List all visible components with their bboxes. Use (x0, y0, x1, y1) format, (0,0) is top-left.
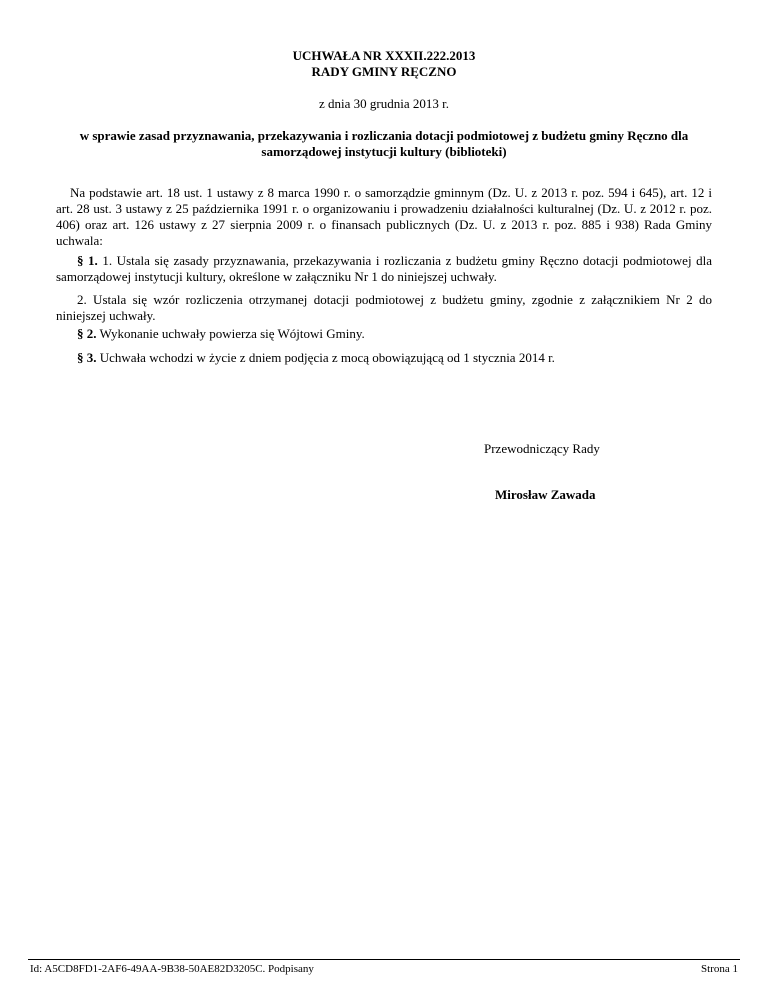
footer-divider (28, 959, 740, 960)
signature-name: Mirosław Zawada (495, 487, 596, 502)
council-name: RADY GMINY RĘCZNO (311, 64, 457, 79)
section-1-text: 1. Ustala się zasady przyznawania, przekazywania i rozliczania z budżetu gminy Ręczno dotacji podmiotowej dla samorządowej instytucji kultury, określone w załączniku Nr 1 do niniejszej uchwały. (56, 253, 713, 284)
section-1-point-2: 2. Ustala się wzór rozliczenia otrzymanej dotacji podmiotowej z budżetu gminy, zgodnie z załącznikiem Nr 2 do niniejszej uchwały. (56, 292, 712, 323)
section-2-text: Wykonanie uchwały powierza się Wójtowi Gminy. (96, 326, 365, 341)
section-1-label: § 1. (77, 253, 98, 268)
section-1-paragraph (56, 253, 712, 285)
preamble-paragraph: Na podstawie art. 18 ust. 1 ustawy z 8 marca 1990 r. o samorządzie gminnym (Dz. U. z 2013 r. poz. 594 i 645), art. 12 i art. 28 ust. 3 ustawy z 25 października 1991 r. o organizowaniu i prowadzeniu działalności kulturalnej (Dz. U. z 2012 r. poz. 406) oraz art. 126 ustawy z 27 sierpnia 2009 r. o finansach publicznych (Dz. U. z 2013 r. poz. 885 i 938) Rada Gminy uchwala: (56, 185, 712, 248)
section-3-text: Uchwała wchodzi w życie z dniem podjęcia z mocą obowiązującą od 1 stycznia 2014 r. (96, 350, 555, 365)
document-id: Id: A5CD8FD1-2AF6-49AA-9B38-50AE82D3205C. Podpisany (30, 963, 314, 975)
section-2-paragraph (56, 326, 712, 342)
section-3-paragraph (56, 350, 712, 366)
section-2-label: § 2. (77, 326, 97, 341)
resolution-subject: w sprawie zasad przyznawania, przekazywania i rozliczania dotacji podmiotowej z budżetu gminy Ręczno dla samorządowej instytucji kultury (biblioteki) (79, 128, 689, 159)
page-number: Strona 1 (701, 963, 738, 975)
resolution-number: UCHWAŁA NR XXXII.222.2013 (292, 48, 476, 63)
signature-role: Przewodniczący Rady (484, 441, 600, 456)
resolution-date: z dnia 30 grudnia 2013 r. (319, 96, 449, 111)
section-3-label: § 3. (77, 350, 97, 365)
